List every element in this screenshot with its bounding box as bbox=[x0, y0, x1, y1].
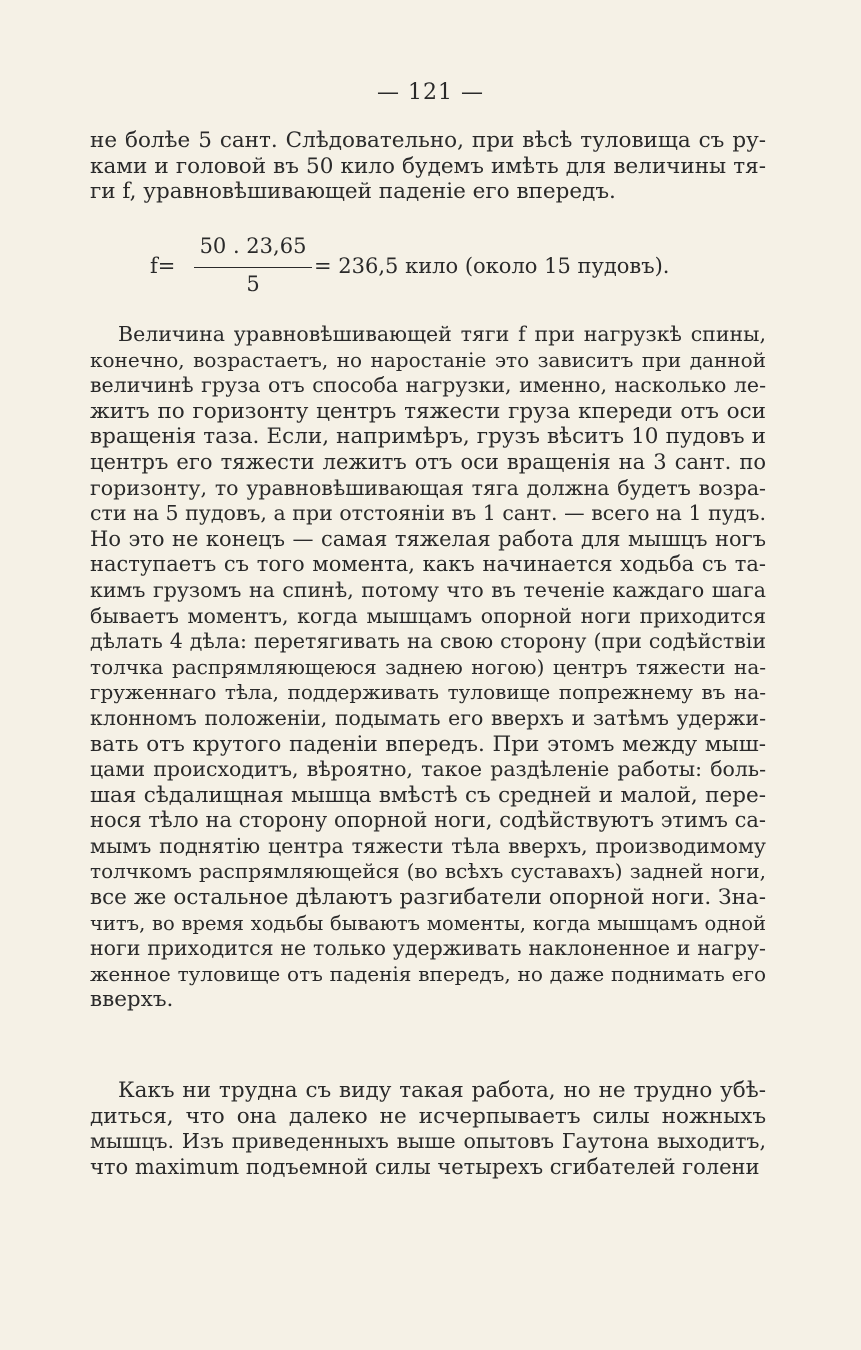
text-line: конечно, возрастаетъ, но наростаніе это зависитъ при данной bbox=[90, 347, 766, 372]
text-line: наступаетъ съ того момента, какъ начинается ходьба съ та- bbox=[90, 552, 766, 577]
fraction-bar bbox=[194, 267, 312, 268]
text-line: величинѣ груза отъ способа нагрузки, именно, насколько ле- bbox=[90, 373, 766, 398]
text-line: центръ его тяжести лежитъ отъ оси вращенія на 3 сант. по bbox=[90, 449, 766, 474]
text-line: ноги приходится не только удерживать наклоненное и нагру- bbox=[90, 936, 766, 961]
text-line: шая сѣдалищная мышца вмѣстѣ съ средней и малой, пере- bbox=[90, 782, 766, 808]
text-line: мымъ поднятію центра тяжести тѣла вверхъ, производимому bbox=[90, 833, 766, 858]
paragraph-2 bbox=[90, 322, 766, 1013]
text-line: нося тѣло на сторону опорной ноги, содѣйствуютъ этимъ са- bbox=[90, 808, 766, 833]
text-line: горизонту, то уравновѣшивающая тяга должна будетъ возра- bbox=[90, 475, 766, 500]
paragraph-1 bbox=[90, 128, 766, 205]
text-line: бываетъ моментъ, когда мышцамъ опорной ноги приходится bbox=[90, 603, 766, 628]
formula bbox=[150, 232, 710, 298]
text-line: толчка распрямляющеюся заднею ногою) центръ тяжести на- bbox=[90, 654, 766, 679]
text-line: Но это не конецъ — самая тяжелая работа для мышцъ ногъ bbox=[90, 526, 766, 551]
formula-denominator: 5 bbox=[246, 272, 260, 296]
text-line: кимъ грузомъ на спинѣ, потому что въ теченіе каждаго шага bbox=[90, 577, 766, 602]
text-line: дѣлать 4 дѣла: перетягивать на свою сторону (при содѣйствіи bbox=[90, 629, 766, 654]
text-line: житъ по горизонту центръ тяжести груза кпереди отъ оси bbox=[90, 398, 766, 424]
text-line: сти на 5 пудовъ, а при отстояніи въ 1 сант. — всего на 1 пудъ. bbox=[90, 501, 766, 526]
text-line: Величина уравновѣшивающей тяги f при нагрузкѣ спины, bbox=[118, 322, 766, 346]
text-line: читъ, во время ходьбы бываютъ моменты, когда мышцамъ одной bbox=[90, 911, 766, 935]
text-line: все же остальное дѣлаютъ разгибатели опорной ноги. Зна- bbox=[90, 885, 766, 911]
text-line: мышцъ. Изъ приведенныхъ выше опытовъ Гаутона выходитъ, bbox=[90, 1129, 766, 1154]
text-line: Какъ ни трудна съ виду такая работа, но не трудно убѣ- bbox=[118, 1078, 766, 1103]
text-line: вать отъ крутого паденіи впередъ. При этомъ между мыш- bbox=[90, 731, 766, 757]
text-line: вращенія таза. Если, напримѣръ, грузъ вѣситъ 10 пудовъ и bbox=[90, 424, 766, 450]
text-line: цами происходитъ, вѣроятно, такое раздѣленіе работы: боль- bbox=[90, 757, 766, 782]
formula-lhs: f= bbox=[150, 254, 176, 278]
formula-rhs: = 236,5 кило (около 15 пудовъ). bbox=[314, 254, 670, 278]
text-line: клонномъ положеніи, подымать его вверхъ и затѣмъ удержи- bbox=[90, 705, 766, 730]
text-line: толчкомъ распрямляющейся (во всѣхъ суставахъ) задней ноги, bbox=[90, 859, 766, 884]
formula-numerator: 50 . 23,65 bbox=[199, 234, 307, 258]
text-line: не болѣе 5 сант. Слѣдовательно, при вѣсѣ туловища съ ру- bbox=[90, 128, 766, 153]
page-number: — 121 — bbox=[377, 80, 484, 105]
paragraph-3 bbox=[90, 1078, 766, 1180]
text-line: диться, что она далеко не исчерпываетъ силы ножныхъ bbox=[90, 1103, 766, 1129]
text-line: ги f, уравновѣшивающей паденіе его впередъ. bbox=[90, 179, 616, 205]
text-line: что maximum подъемной силы четырехъ сгибателей голени bbox=[90, 1154, 760, 1179]
text-line: женное туловище отъ паденія впередъ, но даже поднимать его bbox=[90, 961, 766, 986]
text-line: вверхъ. bbox=[90, 987, 174, 1013]
text-line: ками и головой въ 50 кило будемъ имѣть для величины тя- bbox=[90, 153, 766, 179]
text-line: груженнаго тѣла, поддерживать туловище попрежнему въ на- bbox=[90, 680, 766, 705]
